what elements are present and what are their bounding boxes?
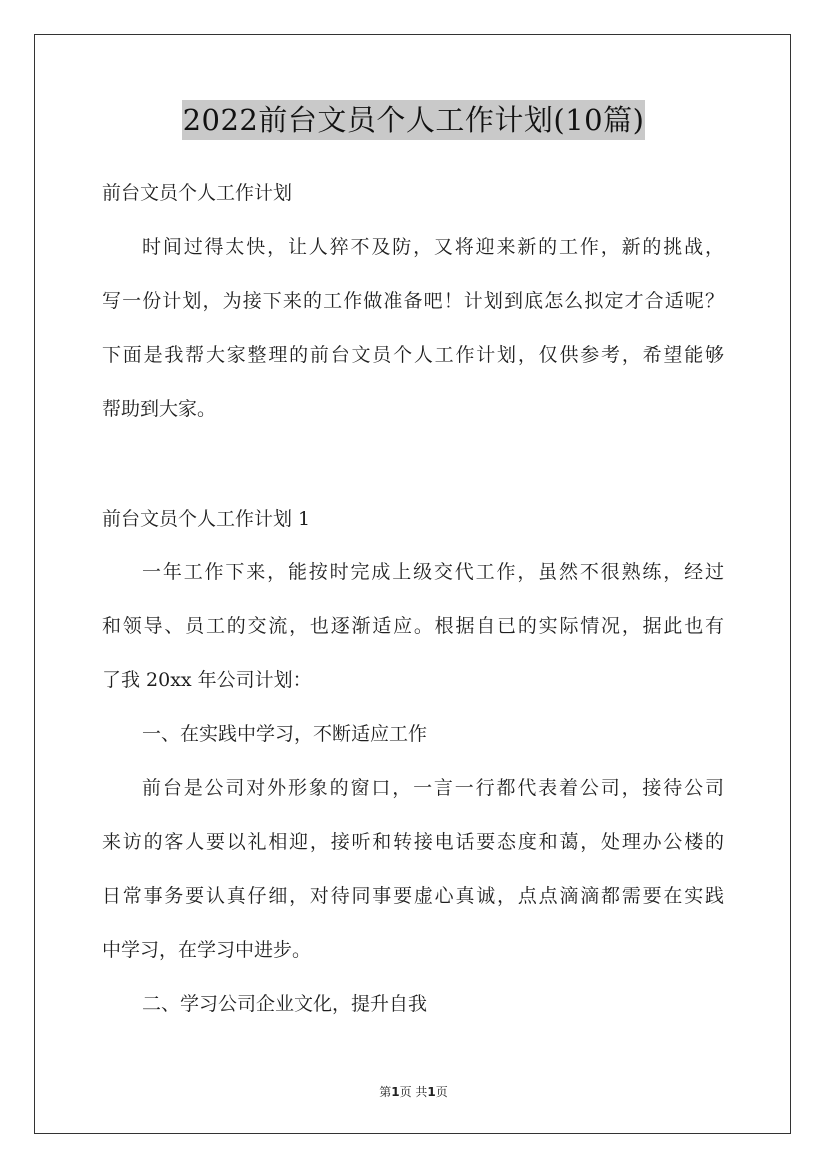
paragraph-line: 前台是公司对外形象的窗口，一言一行都代表着公司，接待公司 bbox=[142, 777, 724, 799]
paragraph-line: 日常事务要认真仔细，对待同事要虚心真诚，点点滴滴都需要在实践 bbox=[102, 885, 724, 907]
section-heading: 前台文员个人工作计划 bbox=[102, 182, 293, 204]
section-heading: 前台文员个人工作计划 1 bbox=[102, 508, 311, 530]
paragraph-line: 中学习，在学习中进步。 bbox=[102, 939, 312, 961]
paragraph-line: 下面是我帮大家整理的前台文员个人工作计划，仅供参考，希望能够 bbox=[102, 344, 724, 366]
footer-page-prefix: 第 bbox=[379, 1085, 392, 1099]
footer-page-total: 1 bbox=[427, 1085, 436, 1099]
subsection-heading: 一、在实践中学习，不断适应工作 bbox=[142, 723, 428, 745]
footer-page-mid: 页 共 bbox=[399, 1085, 428, 1099]
subsection-heading: 二、学习公司企业文化，提升自我 bbox=[142, 993, 428, 1015]
paragraph-line: 时间过得太快，让人猝不及防，又将迎来新的工作，新的挑战， bbox=[142, 236, 724, 258]
paragraph-line: 一年工作下来，能按时完成上级交代工作，虽然不很熟练，经过 bbox=[142, 561, 724, 583]
paragraph-line: 写一份计划，为接下来的工作做准备吧！计划到底怎么拟定才合适呢？ bbox=[102, 290, 724, 312]
paragraph-line: 了我 20xx 年公司计划： bbox=[102, 669, 312, 691]
paragraph-line: 和领导、员工的交流，也逐渐适应。根据自已的实际情况，据此也有 bbox=[102, 615, 724, 637]
paragraph-line: 来访的客人要以礼相迎，接听和转接电话要态度和蔼，处理办公楼的 bbox=[102, 831, 724, 853]
document-title: 2022前台文员个人工作计划(10篇) bbox=[182, 100, 646, 140]
paragraph-line: 帮助到大家。 bbox=[102, 398, 217, 420]
footer-page-number: 1 bbox=[391, 1085, 400, 1099]
title-container bbox=[0, 100, 827, 140]
page-footer bbox=[0, 1084, 827, 1100]
footer-page-suffix: 页 bbox=[435, 1085, 448, 1099]
